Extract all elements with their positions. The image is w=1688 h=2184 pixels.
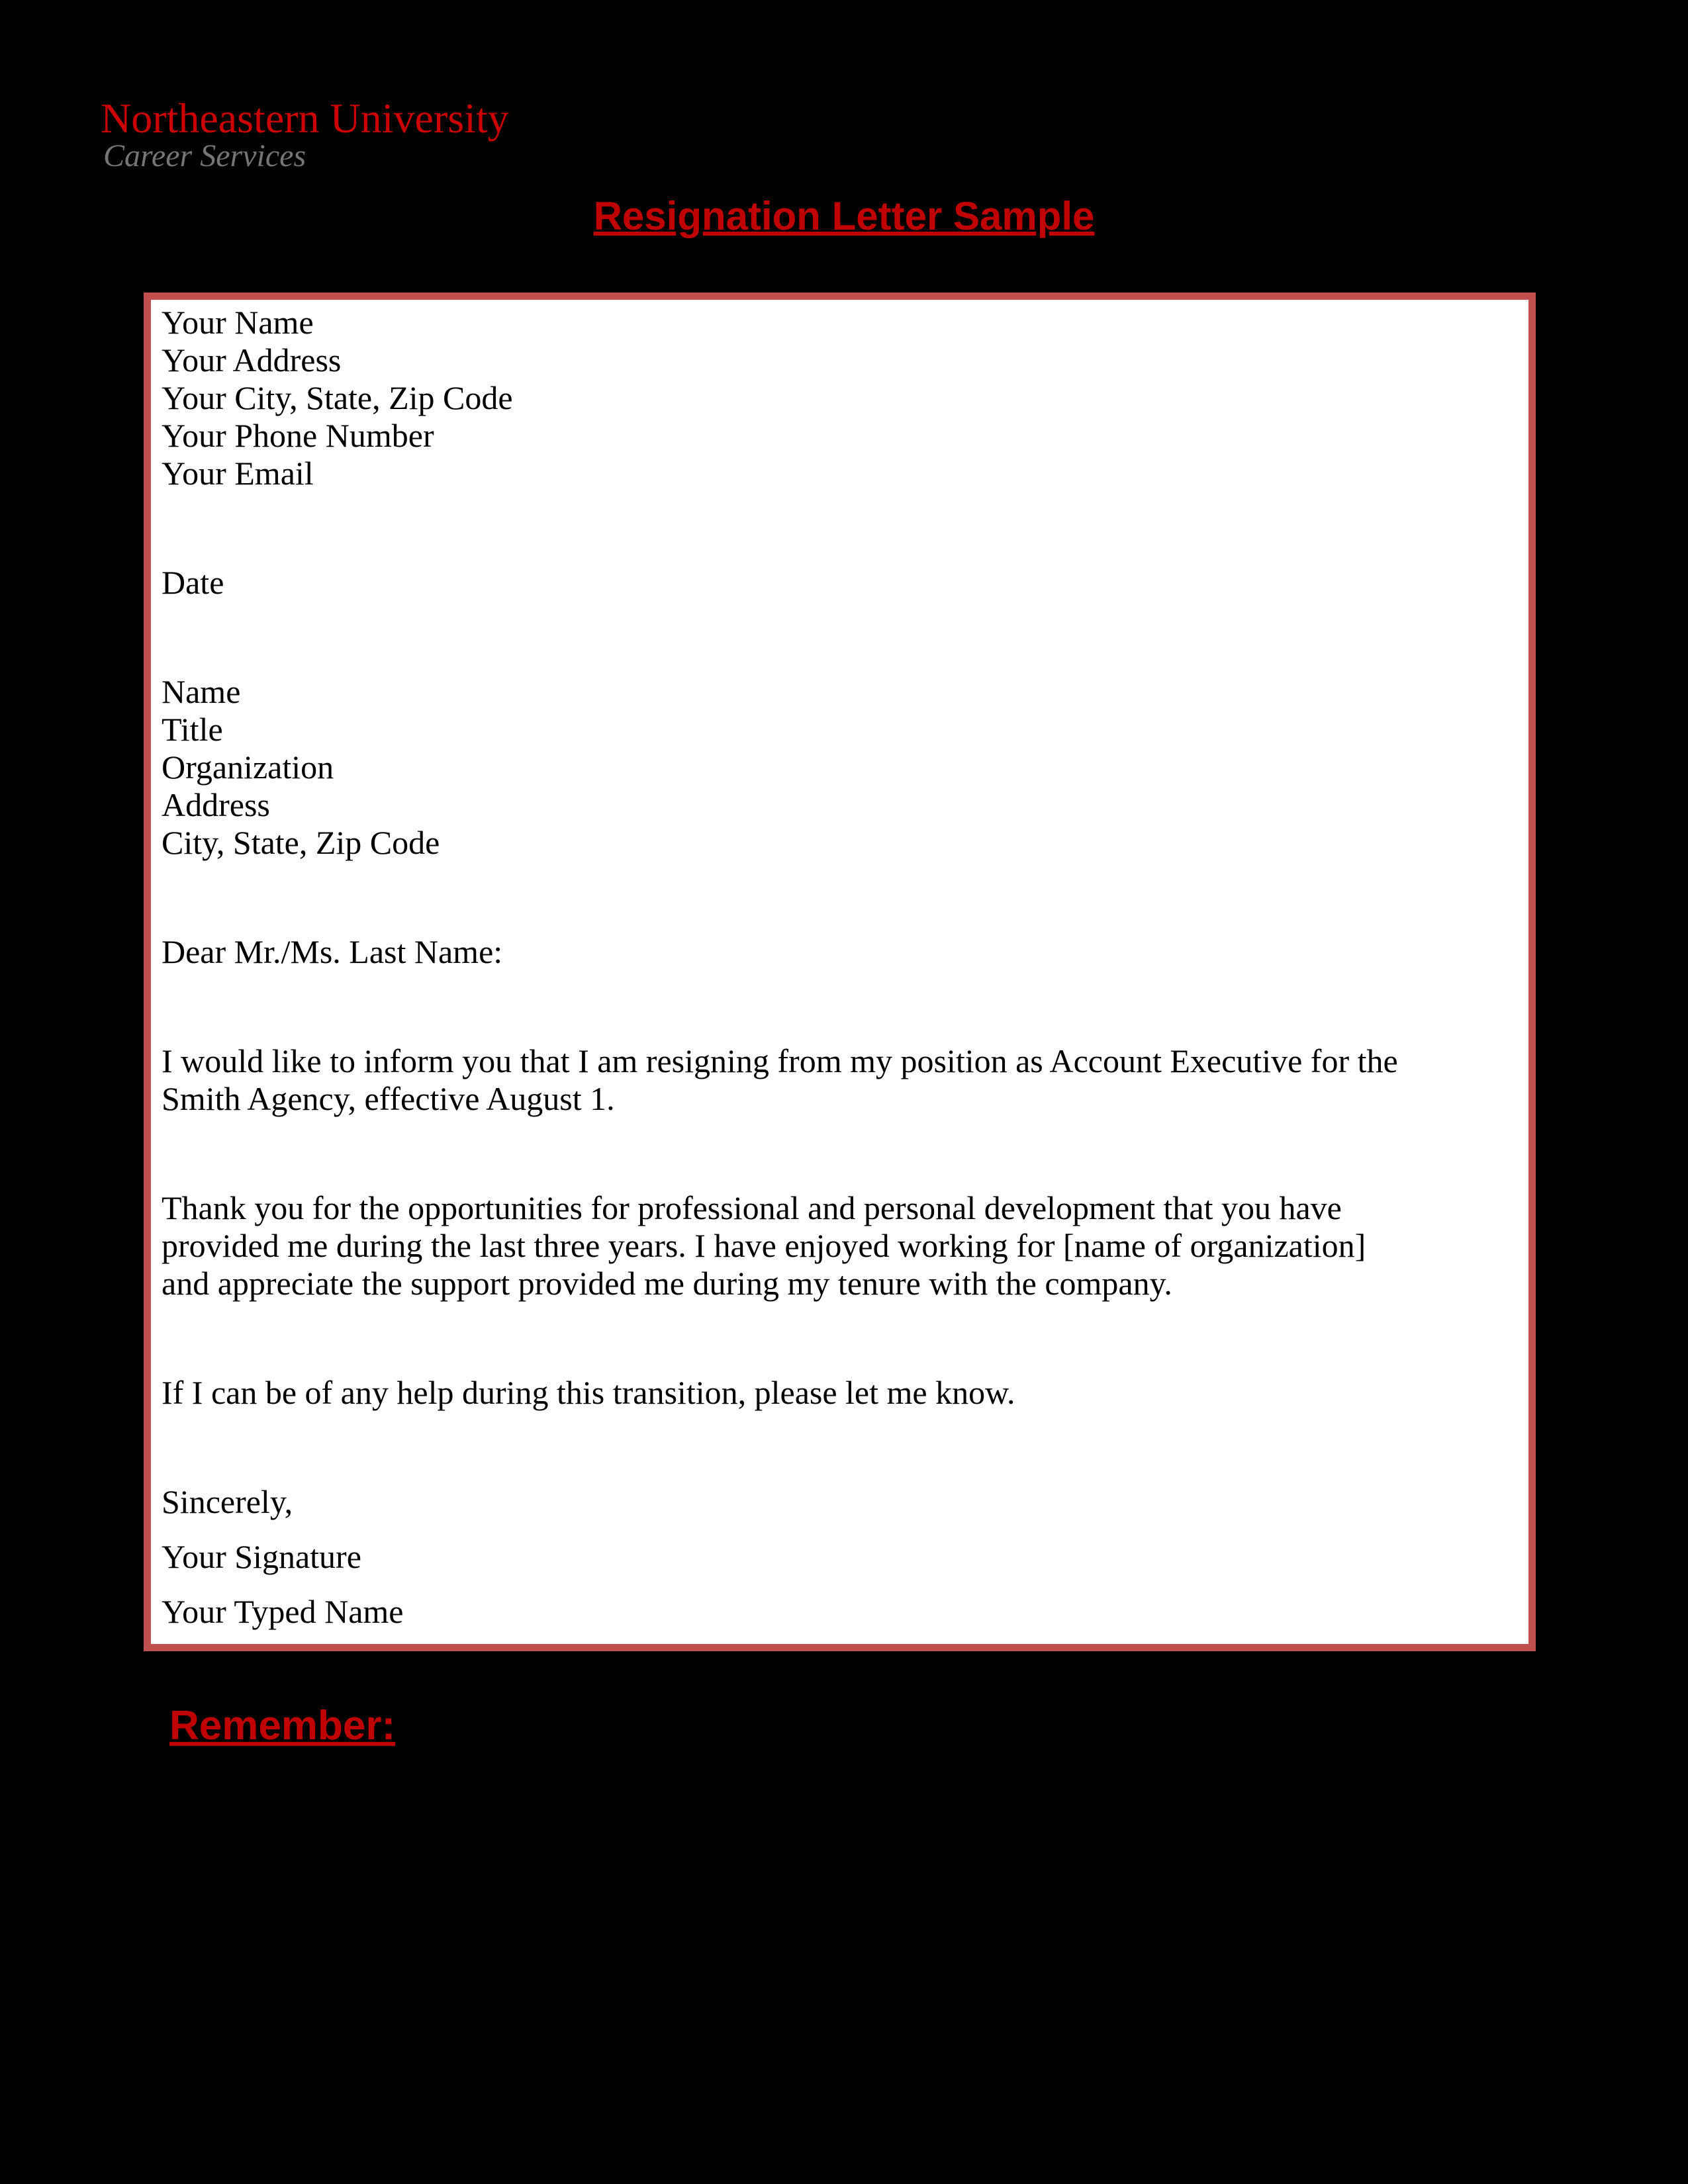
letter-box	[144, 293, 1536, 1651]
body-paragraph-1	[162, 1042, 1522, 1118]
sender-line: Your Email	[162, 455, 314, 492]
date-block	[162, 564, 1522, 602]
remember-heading: Remember:	[169, 1703, 396, 1749]
body-paragraph-2	[162, 1189, 1522, 1302]
page-title: Resignation Letter Sample	[593, 194, 1095, 238]
sender-line: Your Name	[162, 304, 314, 341]
body-line: and appreciate the support provided me during my tenure with the company.	[162, 1265, 1172, 1302]
letterhead	[101, 97, 509, 173]
recipient-line: Organization	[162, 749, 334, 786]
career-services-subtitle: Career Services	[103, 138, 306, 173]
sender-line: Your Address	[162, 341, 342, 379]
recipient-line: Title	[162, 711, 223, 748]
closing-line: Sincerely,	[162, 1483, 293, 1520]
closing-line: Your Signature	[162, 1538, 361, 1575]
sender-line: Your City, State, Zip Code	[162, 379, 513, 416]
recipient-block	[162, 673, 1522, 862]
closing-sincerely	[162, 1483, 1522, 1521]
salutation: Dear Mr./Ms. Last Name:	[162, 933, 503, 970]
closing-typed-name	[162, 1593, 1522, 1631]
sender-block	[162, 304, 1522, 492]
closing-signature	[162, 1538, 1522, 1576]
salutation-block	[162, 933, 1522, 971]
body-line: If I can be of any help during this transition, please let me know.	[162, 1374, 1015, 1411]
university-wordmark: Northeastern University	[101, 95, 509, 142]
closing-line: Your Typed Name	[162, 1593, 404, 1630]
body-line: I would like to inform you that I am resigning from my position as Account Executive for the	[162, 1042, 1398, 1079]
body-line: provided me during the last three years. I have enjoyed working for [name of organization]	[162, 1227, 1366, 1264]
body-line: Thank you for the opportunities for professional and personal development that you have	[162, 1189, 1342, 1226]
body-paragraph-3	[162, 1374, 1522, 1412]
recipient-line: City, State, Zip Code	[162, 824, 440, 861]
date-line: Date	[162, 564, 224, 601]
sender-line: Your Phone Number	[162, 417, 434, 454]
recipient-line: Address	[162, 786, 270, 823]
body-line: Smith Agency, effective August 1.	[162, 1080, 615, 1117]
recipient-line: Name	[162, 673, 241, 710]
